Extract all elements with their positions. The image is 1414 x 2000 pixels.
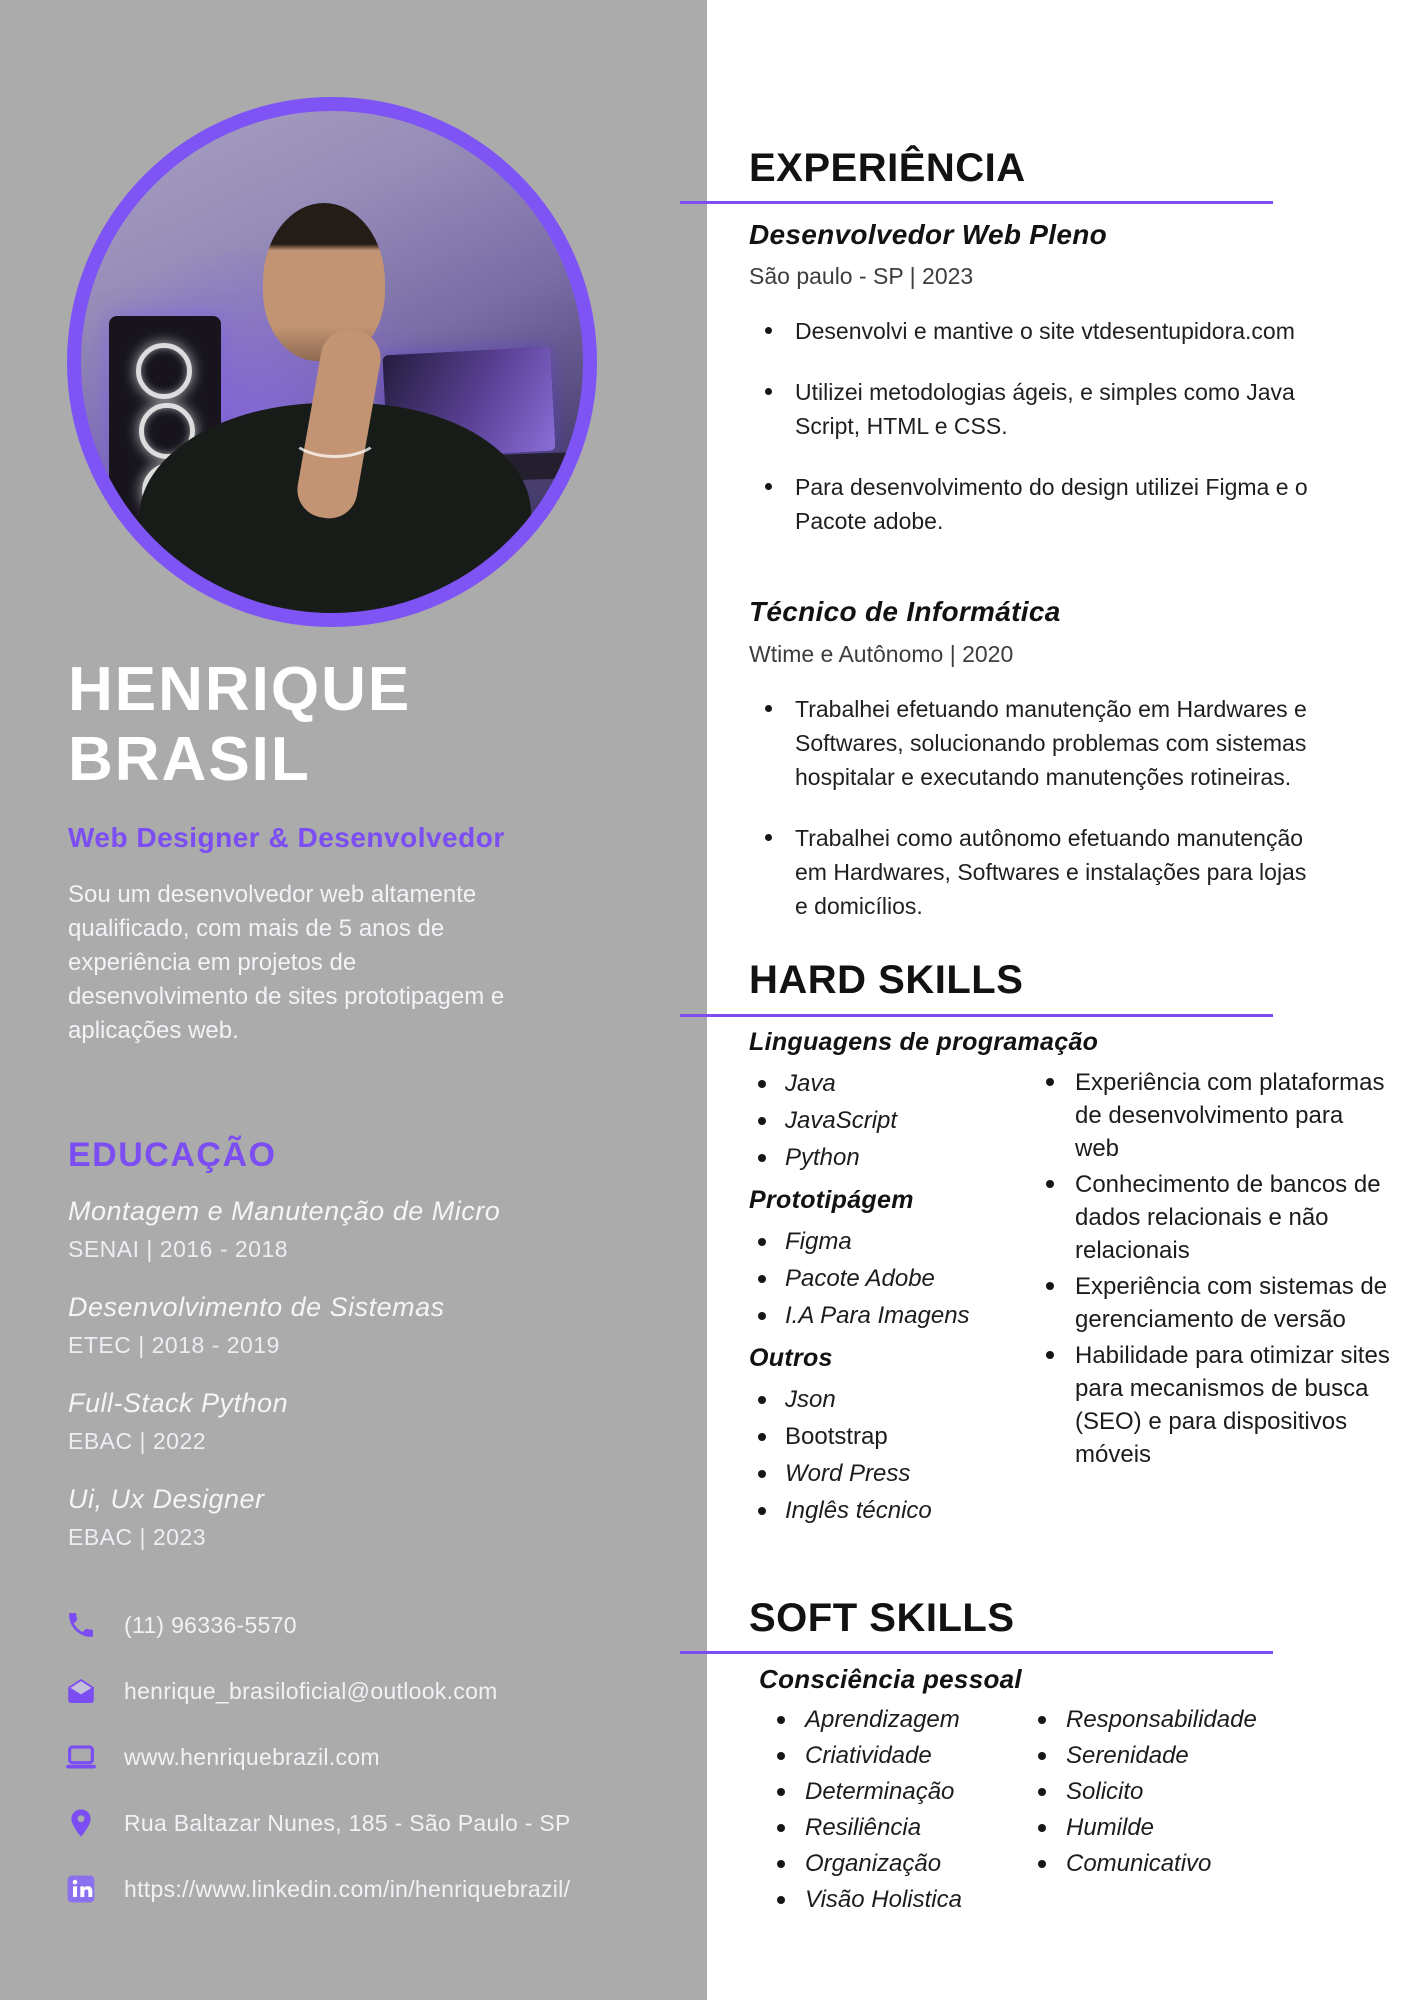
contact-phone-text: (11) 96336-5570 (124, 1611, 297, 1638)
contact-address (62, 1804, 571, 1842)
skill-group-heading: Prototipágem (749, 1186, 914, 1214)
contact-address-text: Rua Baltazar Nunes, 185 - São Paulo - SP (124, 1809, 571, 1836)
skill-item: Figma (749, 1223, 1149, 1260)
soft-skill-item: Comunicativo (1034, 1846, 1257, 1882)
person-name-line1: HENRIQUE (68, 655, 412, 724)
soft-skill-item: Criatividade (773, 1738, 962, 1774)
hard-skills-highlights (1042, 1066, 1392, 1474)
job-bullet: Desenvolvi e mantive o site vtdesentupidora.com (763, 314, 1323, 348)
soft-skills-col2 (1034, 1702, 1257, 1882)
contact-email-text: henrique_brasiloficial@outlook.com (124, 1677, 498, 1704)
soft-skill-item: Organização (773, 1846, 962, 1882)
education-item (68, 1388, 628, 1455)
experience-rule (680, 201, 1273, 204)
soft-skills-col1 (773, 1702, 962, 1918)
skill-item: Json (749, 1381, 1149, 1418)
experience-section-title: EXPERIÊNCIA (749, 146, 1026, 190)
education-item (68, 1196, 628, 1263)
education-course: Desenvolvimento de Sistemas (68, 1292, 445, 1322)
skill-item: Word Press (749, 1455, 1149, 1492)
profile-summary: Sou um desenvolvedor web altamente qualificado, com mais de 5 anos de experiência em projetos de desenvolvimento de sites prototipagem e aplicações web. (68, 881, 505, 1044)
linkedin-icon (62, 1870, 100, 1908)
soft-skill-item: Visão Holistica (773, 1882, 962, 1918)
contact-email (62, 1672, 571, 1710)
education-section-title: EDUCAÇÃO (68, 1136, 277, 1174)
hard-skills-section-title: HARD SKILLS (749, 958, 1024, 1002)
education-meta: SENAI | 2016 - 2018 (68, 1236, 289, 1262)
job-meta: São paulo - SP | 2023 (749, 263, 974, 289)
laptop-icon (62, 1738, 100, 1776)
phone-icon (62, 1606, 100, 1644)
job-bullet-list (763, 692, 1323, 950)
skill-item: Inglês técnico (749, 1492, 1149, 1529)
location-pin-icon (62, 1804, 100, 1842)
education-meta: ETEC | 2018 - 2019 (68, 1332, 280, 1358)
photo-led-ring (136, 343, 192, 399)
soft-skills-heading: Consciência pessoal (759, 1664, 1022, 1694)
education-item (68, 1292, 628, 1359)
job-bullet: Trabalhei como autônomo efetuando manutenção em Hardwares, Softwares e instalações para lojas e domicílios. (763, 821, 1323, 923)
highlight-item: Experiência com plataformas de desenvolvimento para web (1042, 1066, 1392, 1165)
contact-linkedin (62, 1870, 571, 1908)
soft-skill-item: Solicito (1034, 1774, 1257, 1810)
job-bullet: Para desenvolvimento do design utilizei Figma e o Pacote adobe. (763, 470, 1323, 538)
job-bullet: Trabalhei efetuando manutenção em Hardwares e Softwares, solucionando problemas com sistemas hospitalar e executando manutenções rotineiras. (763, 692, 1323, 794)
skill-group-heading: Outros (749, 1344, 833, 1372)
contact-website (62, 1738, 571, 1776)
soft-skill-item: Determinação (773, 1774, 962, 1810)
education-list (68, 1196, 628, 1580)
skill-item: Bootstrap (749, 1418, 1149, 1455)
envelope-icon (62, 1672, 100, 1710)
skill-item: Pacote Adobe (749, 1260, 1149, 1297)
soft-skill-list (1034, 1702, 1257, 1882)
job-role: Técnico de Informática (749, 596, 1061, 627)
skill-item: Python (749, 1139, 1149, 1176)
soft-skill-item: Aprendizagem (773, 1702, 962, 1738)
job-bullet: Utilizei metodologias ágeis, e simples como Java Script, HTML e CSS. (763, 375, 1323, 443)
soft-skill-list (773, 1702, 962, 1918)
person-name-line2: BRASIL (68, 725, 311, 794)
contact-phone (62, 1606, 571, 1644)
contact-list (62, 1606, 571, 1936)
soft-skill-item: Serenidade (1034, 1738, 1257, 1774)
job-role: Desenvolvedor Web Pleno (749, 219, 1108, 250)
skill-item: Java (749, 1065, 1149, 1102)
highlight-item: Habilidade para otimizar sites para mecanismos de busca (SEO) e para dispositivos móveis (1042, 1339, 1392, 1471)
profile-photo (67, 97, 597, 627)
skill-item: I.A Para Imagens (749, 1297, 1149, 1334)
education-meta: EBAC | 2023 (68, 1524, 207, 1550)
skill-group-heading: Linguagens de programação (749, 1028, 1099, 1056)
photo-person-chain (289, 411, 381, 458)
highlight-item: Conhecimento de bancos de dados relacionais e não relacionais (1042, 1168, 1392, 1267)
soft-skills-rule (680, 1651, 1273, 1654)
education-item (68, 1484, 628, 1551)
highlight-list (1042, 1066, 1392, 1471)
education-course: Full-Stack Python (68, 1388, 289, 1418)
contact-website-text: www.henriquebrazil.com (124, 1743, 380, 1770)
education-course: Ui, Ux Designer (68, 1484, 265, 1514)
soft-skill-item: Resiliência (773, 1810, 962, 1846)
education-meta: EBAC | 2022 (68, 1428, 207, 1454)
contact-linkedin-text: https://www.linkedin.com/in/henriquebrazil/ (124, 1875, 571, 1902)
hard-skills-rule (680, 1014, 1273, 1017)
soft-skill-item: Responsabilidade (1034, 1702, 1257, 1738)
job-bullet-list (763, 314, 1323, 565)
soft-skills-section-title: SOFT SKILLS (749, 1596, 1015, 1640)
person-name (68, 655, 411, 795)
soft-skill-item: Humilde (1034, 1810, 1257, 1846)
highlight-item: Experiência com sistemas de gerenciamento de versão (1042, 1270, 1392, 1336)
education-course: Montagem e Manutenção de Micro (68, 1196, 501, 1226)
job-meta: Wtime e Autônomo | 2020 (749, 641, 1014, 667)
person-role: Web Designer & Desenvolvedor (68, 822, 505, 853)
skill-item: JavaScript (749, 1102, 1149, 1139)
main-column (707, 0, 1414, 2000)
